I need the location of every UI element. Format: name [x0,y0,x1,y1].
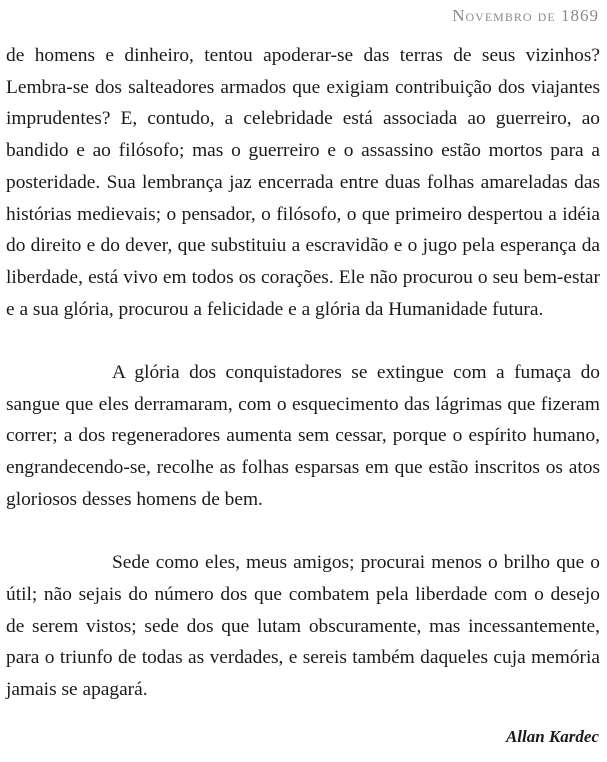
paragraph-exhortation: Sede como eles, meus amigos; procurai menos o brilho que o útil; não sejais do número dos que combatem pela liberdade com o desejo de serem vistos; sede dos que lutam obscuramente, mas incessantemente, para o triunfo de todas as verdades, e sereis também daqueles cuja memória jamais se apagará. [6,552,600,701]
article-body [6,40,600,706]
running-header: Novembro de 1869 [452,6,599,25]
author-signature: Allan Kardec [505,727,599,746]
paragraph-continuation: de homens e dinheiro, tentou apoderar-se das terras de seus vizinhos? Lembra-se dos salteadores armados que exigiam contribuição dos viajantes imprudentes? E, contudo, a celebridade está associada ao guerreiro, ao bandido e ao filósofo; mas o guerreiro e o assassino estão mortos para a posteridade. Sua lembrança jaz encerrada entre duas folhas amareladas das histórias medievais; o pensador, o filósofo, o que primeiro despertou a idéia do direito e do dever, que substituiu a escravidão e o jugo pela esperança da liberdade, está vivo em todos os corações. Ele não procurou o seu bem-estar e a sua glória, procurou a felicidade e a glória da Humanidade futura. [6,45,600,320]
paragraph-conquerors: A glória dos conquistadores se extingue com a fumaça do sangue que eles derramaram, com o esquecimento das lágrimas que fizeram correr; a dos regeneradores aumenta sem cessar, porque o espírito humano, engrandecendo-se, recolhe as folhas esparsas em que estão inscritos os atos gloriosos desses homens de bem. [6,362,600,510]
